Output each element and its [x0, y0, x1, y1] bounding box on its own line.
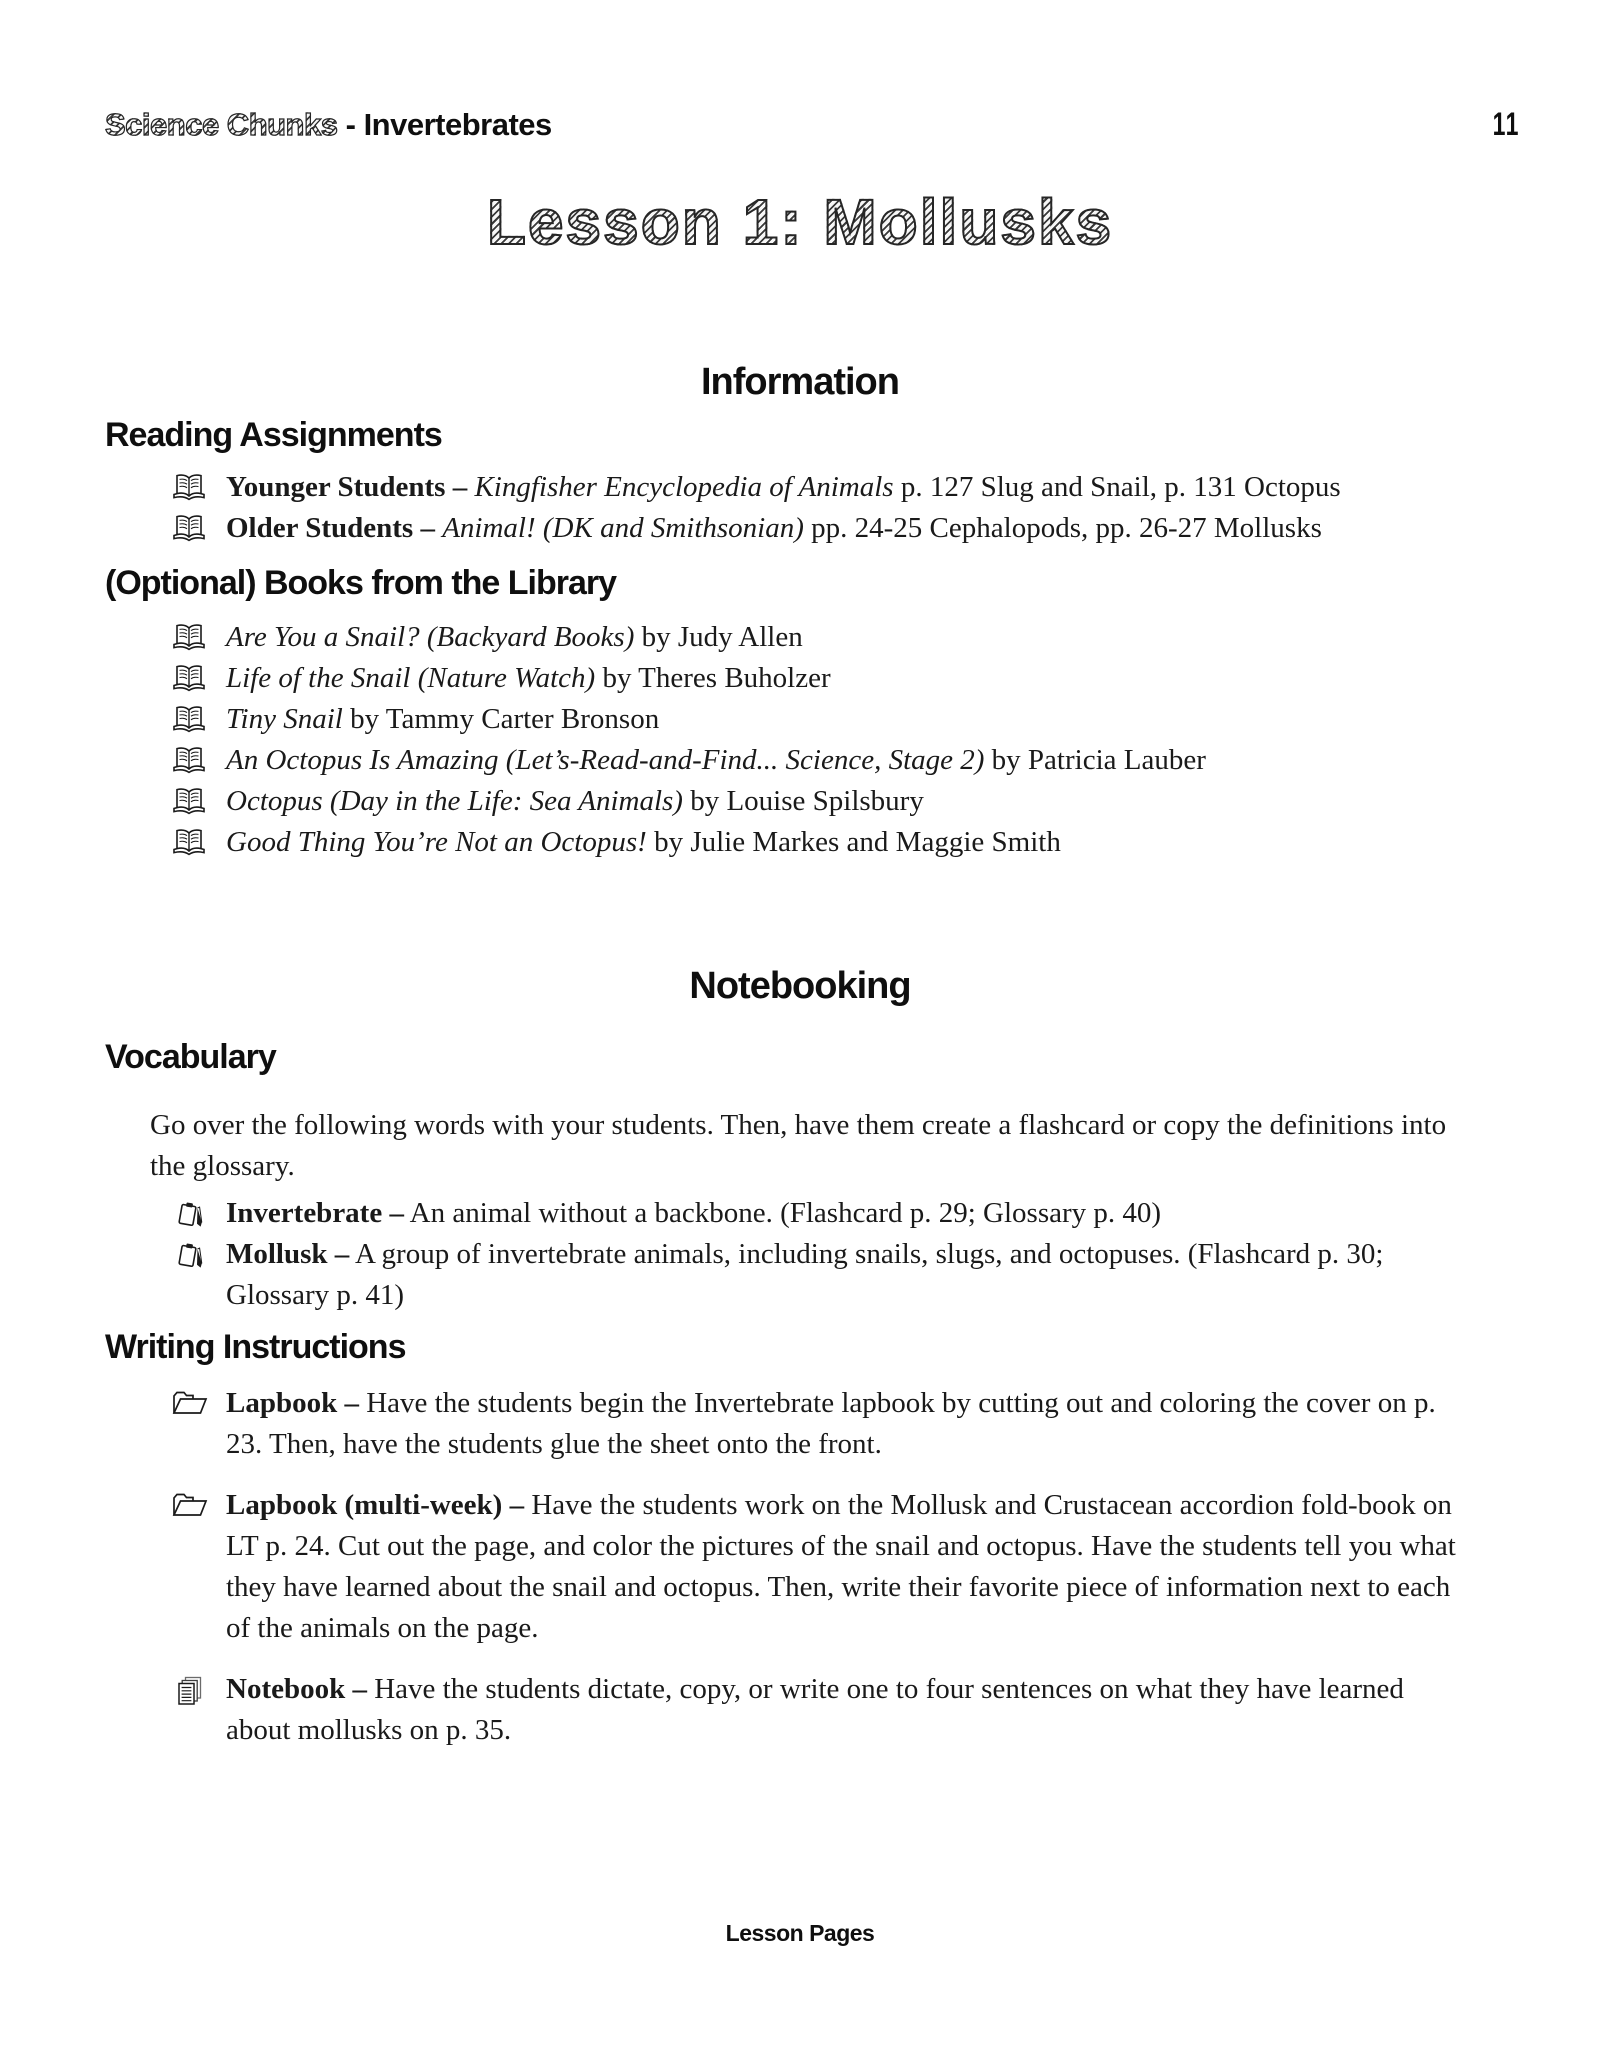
- page-number: 11: [1492, 106, 1520, 142]
- brand-title: Science Chunks: [105, 107, 338, 142]
- clipboard-pencil-icon: [170, 1193, 208, 1229]
- writing-item-body: Have the students work on the Mollusk and Crustacean accordion fold-book on LT p. 24. Cut out the page, and color the pictures of the snail and octopus. Have the students tell you what they have learned about the snail and octopus. Then, write their favorite piece of information next to each of the animals on the page.: [226, 1489, 1456, 1644]
- list-item: [170, 740, 1500, 781]
- open-book-icon: [170, 699, 208, 733]
- reading-assignments-list: [170, 467, 1500, 549]
- book-byline: by Theres Buholzer: [602, 662, 831, 694]
- book-title: An Octopus Is Amazing (Let’s-Read-and-Find... Science, Stage 2): [226, 744, 985, 776]
- writing-item-label: Notebook –: [226, 1673, 367, 1705]
- stacked-pages-icon: [170, 1669, 208, 1706]
- brand: [105, 107, 552, 143]
- list-item: [170, 822, 1500, 863]
- list-item: [170, 1383, 1500, 1465]
- brand-subtitle: Invertebrates: [363, 107, 552, 142]
- book-item-text: [226, 740, 1206, 781]
- writing-item-body: Have the students begin the Invertebrate lapbook by cutting out and coloring the cover on p. 23. Then, have the students glue the sheet onto the front.: [226, 1387, 1436, 1460]
- open-book-icon: [170, 781, 208, 815]
- list-item: [170, 781, 1500, 822]
- reading-item-label: Older Students –: [226, 512, 435, 544]
- list-item: [170, 1485, 1500, 1649]
- footer-label: Lesson Pages: [725, 1920, 875, 1946]
- book-title: Life of the Snail (Nature Watch): [226, 662, 596, 694]
- list-item: [170, 1669, 1500, 1751]
- writing-item-label: Lapbook (multi-week) –: [226, 1489, 525, 1521]
- book-byline: by Patricia Lauber: [991, 744, 1206, 776]
- subheading-writing-instructions: Writing Instructions: [105, 1328, 406, 1366]
- open-folder-icon: [170, 1485, 208, 1518]
- book-item-text: [226, 658, 831, 699]
- book-item-text: [226, 617, 803, 658]
- vocab-item-text: [226, 1234, 1466, 1316]
- book-item-text: [226, 699, 659, 740]
- vocabulary-intro: Go over the following words with your students. Then, have them create a flashcard or copy the definitions into the glossary.: [150, 1109, 1447, 1182]
- list-item: [170, 699, 1500, 740]
- vocab-item-text: [226, 1193, 1161, 1234]
- subheading-vocabulary: Vocabulary: [105, 1038, 276, 1076]
- vocab-definition: An animal without a backbone. (Flashcard p. 29; Glossary p. 40): [409, 1197, 1162, 1229]
- library-books-list: [170, 617, 1500, 863]
- open-book-icon: [170, 508, 208, 542]
- book-title: Are You a Snail? (Backyard Books): [226, 621, 635, 653]
- book-title: Octopus (Day in the Life: Sea Animals): [226, 785, 683, 817]
- book-byline: by Julie Markes and Maggie Smith: [654, 826, 1061, 858]
- writing-item-label: Lapbook –: [226, 1387, 359, 1419]
- open-book-icon: [170, 658, 208, 692]
- writing-item-text: [226, 1485, 1466, 1649]
- book-byline: by Judy Allen: [641, 621, 803, 653]
- reading-item-pages: p. 127 Slug and Snail, p. 131 Octopus: [900, 471, 1341, 503]
- list-item: [170, 467, 1500, 508]
- list-item: [170, 1234, 1500, 1316]
- book-title: Good Thing You’re Not an Octopus!: [226, 826, 647, 858]
- subheading-reading-assignments: Reading Assignments: [105, 416, 442, 454]
- subheading-library-books: (Optional) Books from the Library: [105, 564, 617, 602]
- page-header: [105, 106, 1520, 143]
- lesson-title: Lesson 1: Mollusks: [0, 185, 1600, 259]
- list-item: [170, 1193, 1500, 1234]
- writing-instructions-list: [170, 1383, 1500, 1751]
- vocabulary-list: [170, 1193, 1500, 1316]
- reading-item-book-title: Kingfisher Encyclopedia of Animals: [474, 471, 894, 503]
- writing-item-text: [226, 1383, 1466, 1465]
- list-item: [170, 658, 1500, 699]
- writing-item-body: Have the students dictate, copy, or write one to four sentences on what they have learned about mollusks on p. 35.: [226, 1673, 1404, 1746]
- open-folder-icon: [170, 1383, 208, 1416]
- reading-item-label: Younger Students –: [226, 471, 468, 503]
- book-title: Tiny Snail: [226, 703, 343, 735]
- reading-item-text: [226, 508, 1322, 549]
- book-byline: by Tammy Carter Bronson: [350, 703, 660, 735]
- clipboard-pencil-icon: [170, 1234, 208, 1270]
- section-heading-information: Information: [701, 361, 899, 403]
- section-heading-notebooking: Notebooking: [689, 965, 911, 1007]
- book-item-text: [226, 822, 1061, 863]
- open-book-icon: [170, 822, 208, 856]
- list-item: [170, 617, 1500, 658]
- reading-item-book-title: Animal! (DK and Smithsonian): [442, 512, 804, 544]
- writing-item-text: [226, 1669, 1466, 1751]
- vocab-definition: A group of invertebrate animals, including snails, slugs, and octopuses. (Flashcard p. 30; Glossary p. 41): [226, 1238, 1384, 1311]
- book-item-text: [226, 781, 924, 822]
- open-book-icon: [170, 617, 208, 651]
- vocab-term: Mollusk –: [226, 1238, 350, 1270]
- brand-separator: -: [345, 107, 356, 142]
- open-book-icon: [170, 467, 208, 501]
- reading-item-pages: pp. 24-25 Cephalopods, pp. 26-27 Mollusks: [811, 512, 1322, 544]
- list-item: [170, 508, 1500, 549]
- vocab-term: Invertebrate –: [226, 1197, 404, 1229]
- reading-item-text: [226, 467, 1341, 508]
- book-byline: by Louise Spilsbury: [690, 785, 924, 817]
- open-book-icon: [170, 740, 208, 774]
